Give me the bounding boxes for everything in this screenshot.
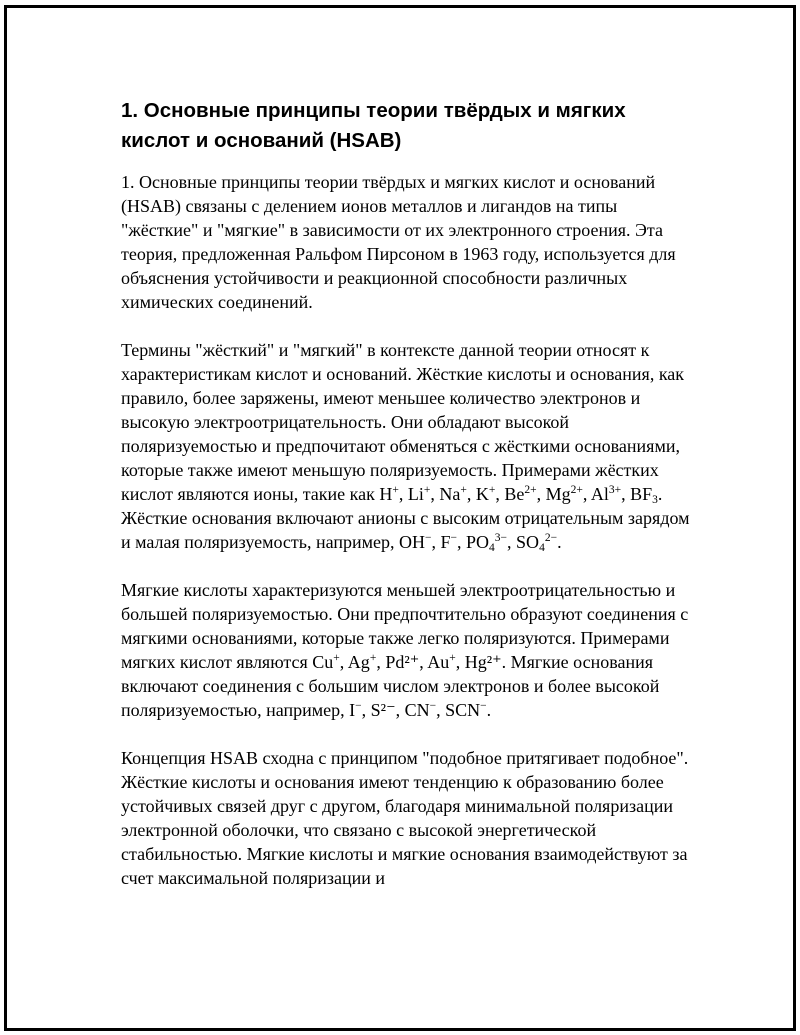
superscript: + bbox=[423, 484, 431, 496]
text-run: , Hg²⁺. Мягкие основания включают соединения с большим числом электронов и более высокой поляризуемостью, например, I bbox=[121, 652, 660, 720]
text-run: , Al bbox=[582, 484, 609, 504]
text-run: , Mg bbox=[536, 484, 571, 504]
superscript: − bbox=[429, 700, 437, 712]
paragraph bbox=[121, 746, 693, 890]
superscript: 2− bbox=[544, 532, 558, 544]
document-title: 1. Основные принципы теории твёрдых и мягких кислот и оснований (HSAB) bbox=[121, 99, 626, 152]
document-body bbox=[121, 96, 693, 914]
paragraph bbox=[121, 578, 693, 722]
superscript: − bbox=[450, 532, 458, 544]
superscript: + bbox=[392, 484, 399, 496]
text-run: , Be bbox=[495, 484, 525, 504]
superscript: 3+ bbox=[608, 484, 622, 496]
superscript: 2+ bbox=[524, 484, 537, 496]
superscript: − bbox=[355, 700, 362, 712]
text-run: , K bbox=[466, 484, 489, 504]
subscript: 4 bbox=[489, 542, 495, 554]
text-run: , Na bbox=[430, 484, 461, 504]
text-run: 1. Основные принципы теории твёрдых и мягких кислот и оснований (HSAB) связаны с делением ионов металлов и лигандов на типы "жёсткие" и "мягкие" в зависимости от их электронного строения. Эта теория, предложенная Ральфом Пирсоном в 1963 году, используется для объяснения устойчивости и реакционной способности различных химических соединений. bbox=[121, 172, 676, 312]
page bbox=[4, 5, 796, 1031]
superscript: + bbox=[449, 652, 456, 664]
superscript: + bbox=[488, 484, 496, 496]
superscript: − bbox=[480, 700, 487, 712]
text-run: , Pd²⁺, Au bbox=[376, 652, 450, 672]
superscript: + bbox=[369, 652, 377, 664]
paragraph bbox=[121, 170, 693, 314]
text-run: , Ag bbox=[339, 652, 370, 672]
subscript: 3 bbox=[652, 494, 658, 506]
text-run: , SO bbox=[507, 532, 540, 552]
text-run: . bbox=[557, 532, 562, 552]
text-run: Концепция HSAB сходна с принципом "подобное притягивает подобное". Жёсткие кислоты и основания имеют тенденцию к образованию более устойчивых связей друг с другом, благодаря минимальной поляризации электронной оболочки, что связано с высокой энергетической стабильностью. Мягкие кислоты и мягкие основания взаимодействуют за счет максимальной поляризации и bbox=[121, 748, 689, 888]
text-run: , BF bbox=[621, 484, 653, 504]
superscript: − bbox=[425, 532, 432, 544]
subscript: 4 bbox=[539, 542, 545, 554]
text-run: , F bbox=[431, 532, 451, 552]
superscript: + bbox=[333, 652, 340, 664]
text-run: , Li bbox=[398, 484, 424, 504]
text-run: Мягкие кислоты характеризуются меньшей электроотрицательностью и большей поляризуемостью. Они предпочтительно образуют соединения с мягкими основаниями, которые также легко поляризуются. Примерами мягких кислот являются Cu bbox=[121, 580, 689, 672]
superscript: + bbox=[460, 484, 467, 496]
text-run: . bbox=[486, 700, 492, 720]
text-run: , SCN bbox=[436, 700, 481, 720]
superscript: 3− bbox=[494, 532, 508, 544]
text-run: . Жёсткие основания включают анионы с высоким отрицательным зарядом и малая поляризуемость, например, OH bbox=[121, 484, 690, 552]
paragraph bbox=[121, 338, 693, 554]
text-run: Термины "жёсткий" и "мягкий" в контексте данной теории относят к характеристикам кислот и оснований. Жёсткие кислоты и основания, как правило, более заряжены, имеют меньшее количество электронов и высокую электроотрицательность. Они обладают высокой поляризуемостью и предпочитают обменяться с жёсткими основаниями, которые также имеют меньшую поляризуемость. Примерами жёстких кислот являются ионы, такие как H bbox=[121, 340, 685, 504]
superscript: 2+ bbox=[570, 484, 583, 496]
text-run: , PO bbox=[457, 532, 490, 552]
text-run: , S²⁻, CN bbox=[361, 700, 430, 720]
